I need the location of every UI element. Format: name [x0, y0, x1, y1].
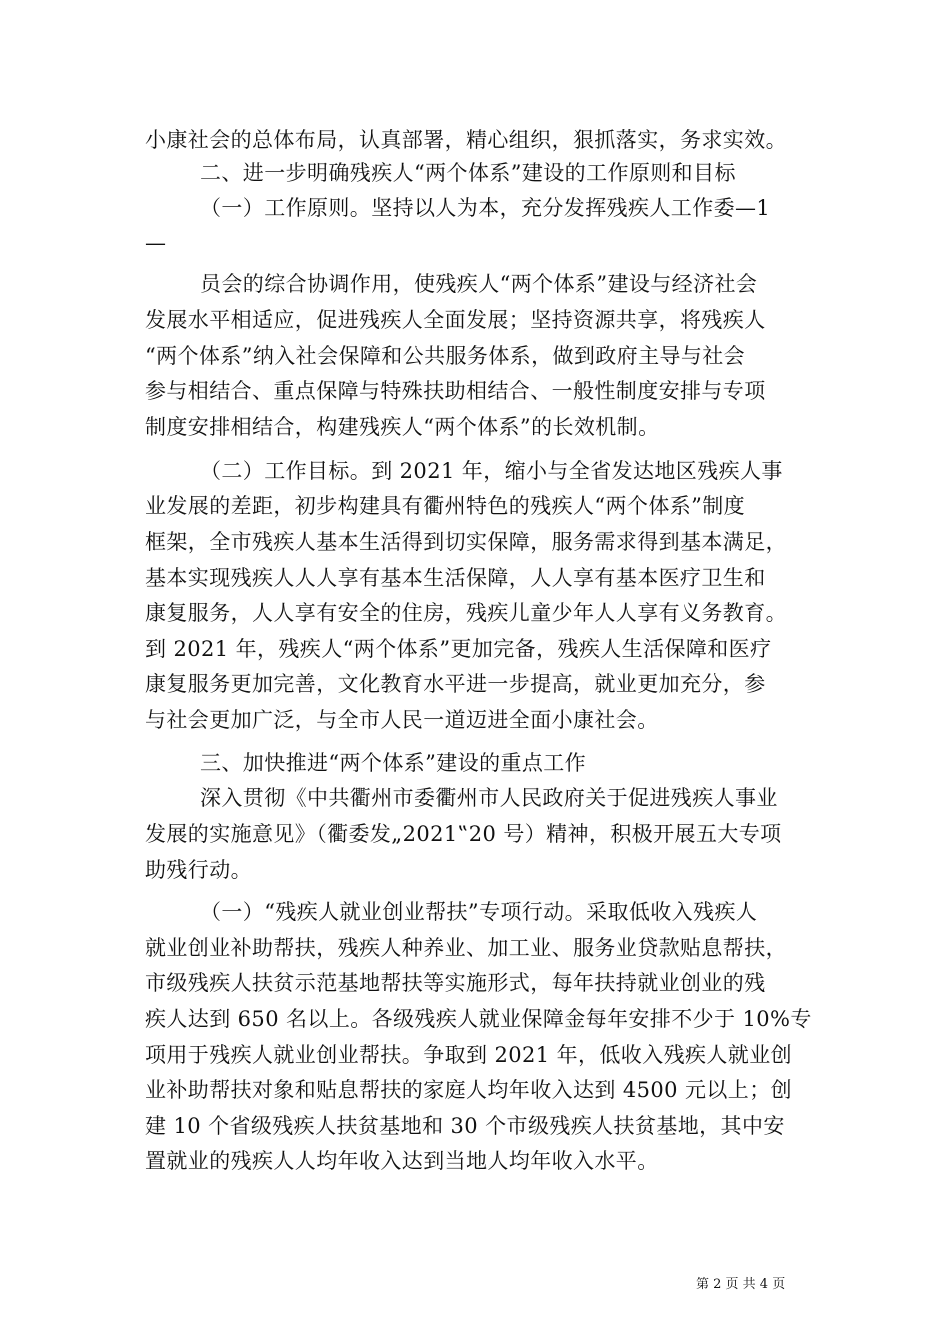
text-line: 制度安排相结合，构建残疾人“两个体系”的长效机制。	[145, 415, 660, 439]
text-line: —	[145, 231, 167, 255]
text-line: 与社会更加广泛，与全市人民一道迈进全面小康社会。	[145, 708, 659, 732]
text-line: 基本实现残疾人人人享有基本生活保障，人人享有基本医疗卫生和	[145, 566, 766, 590]
text-line: 就业创业补助帮扶，残疾人种养业、加工业、服务业贷款贴息帮扶，	[145, 936, 787, 960]
text-line: （一）工作原则。坚持以人为本，充分发挥残疾人工作委—1	[200, 196, 771, 220]
text-line: 康复服务，人人享有安全的住房，残疾儿童少年人人享有义务教育。	[145, 601, 787, 625]
text-line: 疾人达到 650 名以上。各级残疾人就业保障金每年安排不少于 10%专	[145, 1007, 812, 1031]
text-line: 发展水平相适应，促进残疾人全面发展；坚持资源共享，将残疾人	[145, 308, 766, 332]
text-line: 助残行动。	[145, 858, 252, 882]
text-line: 参与相结合、重点保障与特殊扶助相结合、一般性制度安排与专项	[145, 379, 766, 403]
text-line: 康复服务更加完善，文化教育水平进一步提高，就业更加充分，参	[145, 672, 766, 696]
text-line: 员会的综合协调作用，使残疾人“两个体系”建设与经济社会	[200, 272, 758, 296]
text-line: 业补助帮扶对象和贴息帮扶的家庭人均年收入达到 4500 元以上；创	[145, 1078, 792, 1102]
text-line: 置就业的残疾人人均年收入达到当地人均年收入水平。	[145, 1149, 659, 1173]
text-line: 发展的实施意见》（衢委发„2021‟20 号）精神，积极开展五大专项	[145, 822, 782, 846]
text-line: （一）“残疾人就业创业帮扶”专项行动。采取低收入残疾人	[200, 900, 758, 924]
page-number: 第 2 页 共 4 页	[696, 1277, 786, 1292]
text-line: 市级残疾人扶贫示范基地帮扶等实施形式，每年扶持就业创业的残	[145, 971, 766, 995]
section-heading: 三、加快推进“两个体系”建设的重点工作	[200, 751, 587, 775]
text-line: 业发展的差距，初步构建具有衢州特色的残疾人“两个体系”制度	[145, 494, 746, 518]
text-line: “两个体系”纳入社会保障和公共服务体系，做到政府主导与社会	[145, 344, 746, 368]
text-line: 到 2021 年，残疾人“两个体系”更加完备，残疾人生活保障和医疗	[145, 637, 772, 661]
text-line: 小康社会的总体布局，认真部署，精心组织，狠抓落实，务求实效。	[145, 128, 787, 152]
section-heading: 二、进一步明确残疾人“两个体系”建设的工作原则和目标	[200, 161, 736, 185]
text-line: （二）工作目标。到 2021 年，缩小与全省发达地区残疾人事	[200, 459, 783, 483]
text-line: 建 10 个省级残疾人扶贫基地和 30 个市级残疾人扶贫基地，其中安	[145, 1114, 785, 1138]
text-line: 深入贯彻《中共衢州市委衢州市人民政府关于促进残疾人事业	[200, 786, 778, 810]
text-line: 框架，全市残疾人基本生活得到切实保障，服务需求得到基本满足，	[145, 530, 787, 554]
text-line: 项用于残疾人就业创业帮扶。争取到 2021 年，低收入残疾人就业创	[145, 1043, 792, 1067]
